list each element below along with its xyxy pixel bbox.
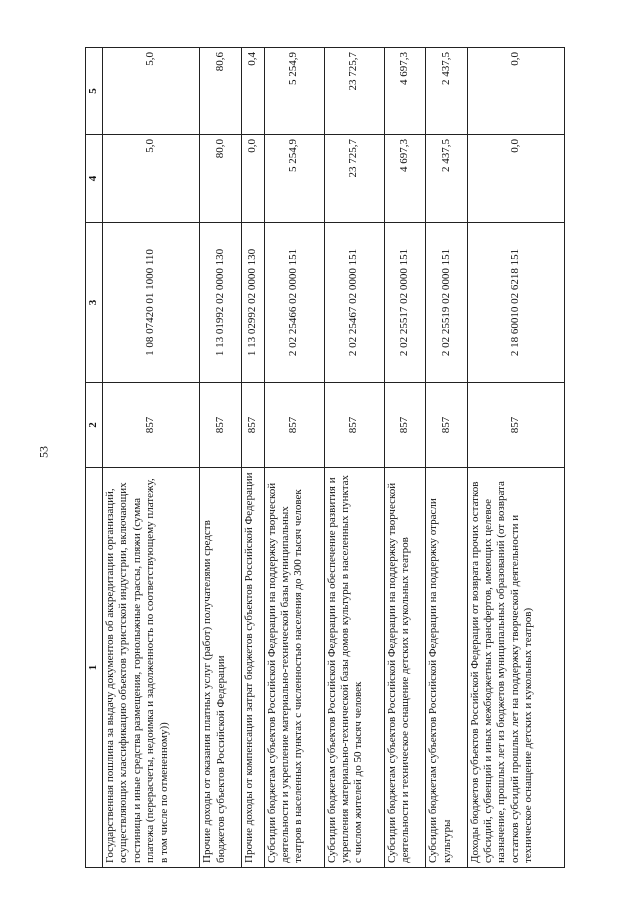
column-header: 5 bbox=[86, 48, 103, 135]
revenue-description: Доходы бюджетов субъектов Российской Федерации от возврата прочих остатков субсидий, субвенций и иных межбюджетных трансфертов, имеющих целевое назначение, прошлых лет из бюджетов муниципальных образований (от возврата остатков субсидий прошлых лет на поддержку творческой деятельности и техническое оснащение детских и кукольных театров) bbox=[467, 468, 564, 868]
revenue-description: Субсидии бюджетам субъектов Российской Федерации на поддержку творческой деятельности и укрепление материально-технической базы муниципальных театров в населенных пунктах с численностью населения до 300 тысяч человек bbox=[264, 468, 324, 868]
column-header: 3 bbox=[86, 223, 103, 383]
revenue-description: Прочие доходы от оказания платных услуг (работ) получателями средств бюджетов субъектов Российской Федерации bbox=[200, 468, 241, 868]
budget-classification-code: 2 02 25466 02 0000 151 bbox=[264, 223, 324, 383]
budget-classification-code: 2 02 25467 02 0000 151 bbox=[324, 223, 384, 383]
admin-code: 857 bbox=[467, 383, 564, 468]
amount-col4: 23 725,7 bbox=[324, 135, 384, 223]
table-row bbox=[426, 48, 467, 868]
revenue-description: Субсидии бюджетам субъектов Российской Федерации на обеспечение развития и укрепления материально-технической базы домов культуры в населенных пунктах с числом жителей до 50 тысяч человек bbox=[324, 468, 384, 868]
budget-classification-code: 1 08 07420 01 1000 110 bbox=[103, 223, 200, 383]
amount-col4: 5,0 bbox=[103, 135, 200, 223]
admin-code: 857 bbox=[264, 383, 324, 468]
amount-col4: 2 437,5 bbox=[426, 135, 467, 223]
amount-col4: 0,0 bbox=[467, 135, 564, 223]
table-row bbox=[241, 48, 264, 868]
admin-code: 857 bbox=[426, 383, 467, 468]
amount-col5: 80,6 bbox=[200, 48, 241, 135]
admin-code: 857 bbox=[200, 383, 241, 468]
budget-classification-code: 2 02 25519 02 0000 151 bbox=[426, 223, 467, 383]
amount-col5: 0,0 bbox=[467, 48, 564, 135]
budget-classification-code: 2 02 25517 02 0000 151 bbox=[384, 223, 425, 383]
amount-col5: 23 725,7 bbox=[324, 48, 384, 135]
amount-col5: 2 437,5 bbox=[426, 48, 467, 135]
table-row bbox=[103, 48, 200, 868]
amount-col4: 80,0 bbox=[200, 135, 241, 223]
rotated-table-inner bbox=[85, 48, 565, 868]
table-row bbox=[200, 48, 241, 868]
amount-col5: 4 697,3 bbox=[384, 48, 425, 135]
budget-classification-code: 2 18 60010 02 6218 151 bbox=[467, 223, 564, 383]
table-row bbox=[467, 48, 564, 868]
column-header: 4 bbox=[86, 135, 103, 223]
revenue-description: Прочие доходы от компенсации затрат бюджетов субъектов Российской Федерации bbox=[241, 468, 264, 868]
amount-col5: 5,0 bbox=[103, 48, 200, 135]
column-header: 1 bbox=[86, 468, 103, 868]
amount-col5: 5 254,9 bbox=[264, 48, 324, 135]
amount-col4: 0,0 bbox=[241, 135, 264, 223]
rotated-table-wrapper bbox=[85, 48, 565, 868]
revenue-description: Государственная пошлина за выдачу документов об аккредитации организаций, осуществляющих классификацию объектов туристской индустрии, включающих гостиницы и иные средства размещения, горнолыжные трассы, пляжи (сумма платежа (перерасчеты, недоимка и задолженность по соответствующему платежу, в том числе по отмененному)) bbox=[103, 468, 200, 868]
admin-code: 857 bbox=[103, 383, 200, 468]
revenue-description: Субсидии бюджетам субъектов Российской Федерации на поддержку творческой деятельности и техническое оснащение детских и кукольных театров bbox=[384, 468, 425, 868]
amount-col4: 5 254,9 bbox=[264, 135, 324, 223]
revenue-description: Субсидии бюджетам субъектов Российской Федерации на поддержку отрасли культуры bbox=[426, 468, 467, 868]
page-number: 53 bbox=[36, 446, 51, 458]
admin-code: 857 bbox=[324, 383, 384, 468]
table-header-row bbox=[86, 48, 103, 868]
table-row bbox=[384, 48, 425, 868]
column-header: 2 bbox=[86, 383, 103, 468]
admin-code: 857 bbox=[241, 383, 264, 468]
table-row bbox=[264, 48, 324, 868]
budget-classification-code: 1 13 01992 02 0000 130 bbox=[200, 223, 241, 383]
revenue-table bbox=[85, 47, 565, 868]
budget-classification-code: 1 13 02992 02 0000 130 bbox=[241, 223, 264, 383]
amount-col4: 4 697,3 bbox=[384, 135, 425, 223]
amount-col5: 0,4 bbox=[241, 48, 264, 135]
table-row bbox=[324, 48, 384, 868]
admin-code: 857 bbox=[384, 383, 425, 468]
